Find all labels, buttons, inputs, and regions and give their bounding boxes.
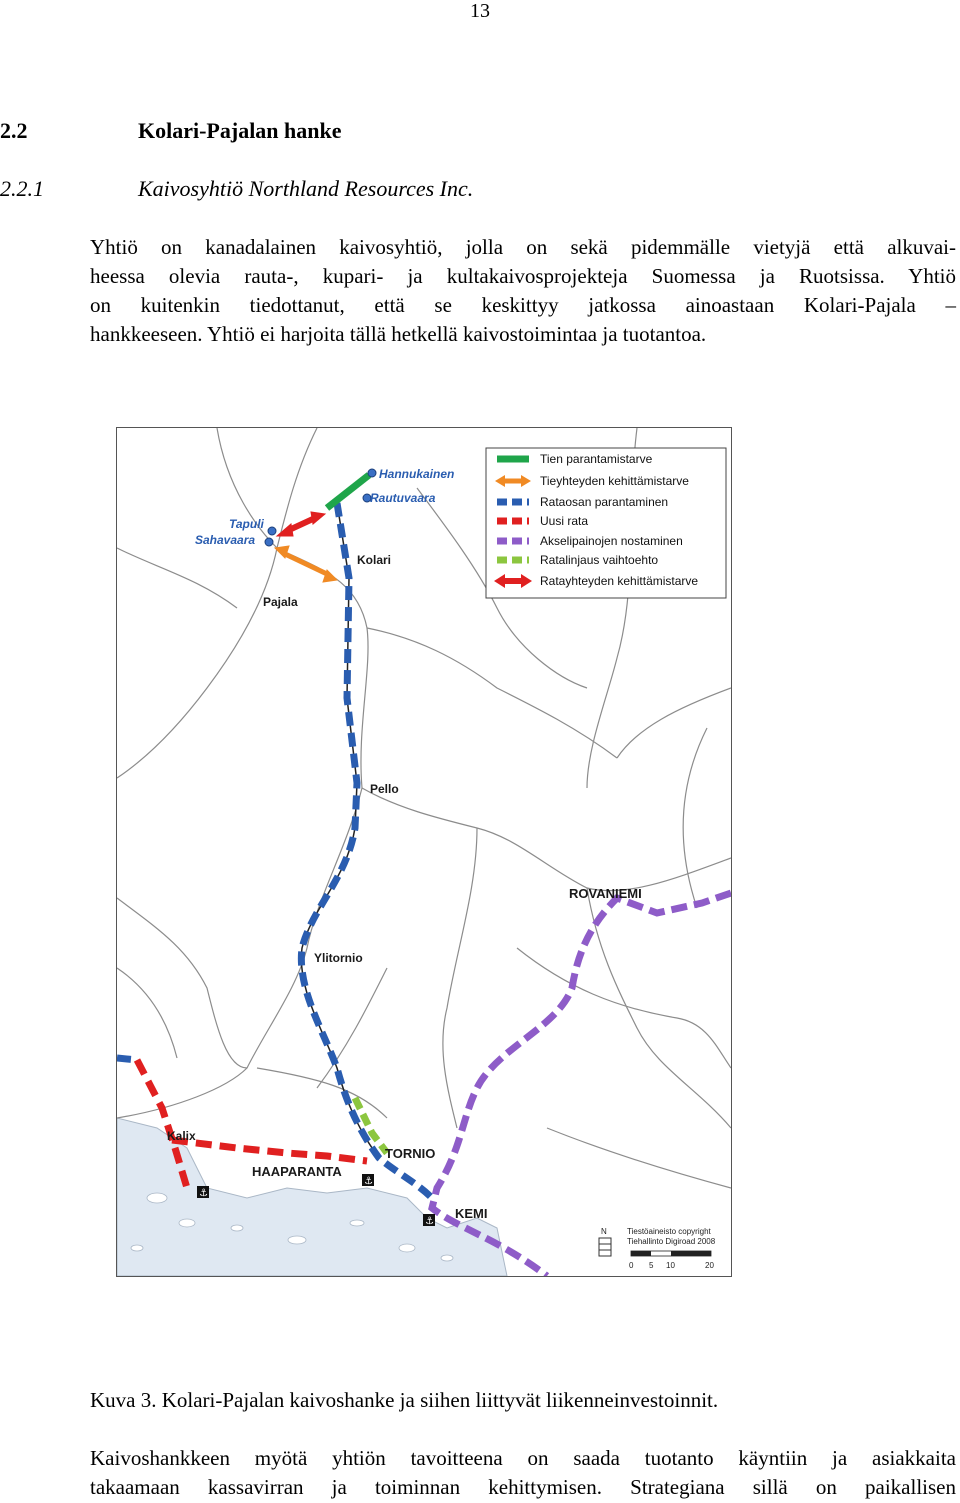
paragraph-line: Kaivoshankkeen myötä yhtiön tavoitteena on saada tuotanto käyntiin ja asiakkaita bbox=[90, 1446, 956, 1470]
scale-bar bbox=[629, 1251, 714, 1270]
route-road-improvement bbox=[327, 475, 369, 508]
page-number: 13 bbox=[470, 0, 490, 22]
label-rovaniemi: ROVANIEMI bbox=[569, 886, 642, 901]
section-title: Kolari-Pajalan hanke bbox=[138, 118, 342, 143]
legend-label: Tien parantamistarve bbox=[540, 452, 653, 466]
paragraph-intro bbox=[90, 233, 956, 349]
svg-text:⚓: ⚓ bbox=[199, 1188, 208, 1199]
route-rail-connection bbox=[277, 512, 325, 536]
paragraph-line: on kuitenkin tiedottanut, että se keskittyy jatkossa ainoastaan Kolari-Pajala – bbox=[90, 293, 956, 317]
label-pajala: Pajala bbox=[263, 595, 298, 609]
scale-label: 0 bbox=[629, 1261, 634, 1270]
svg-text:⚓: ⚓ bbox=[425, 1216, 434, 1227]
paragraph-line: hankkeeseen. Yhtiö ei harjoita tällä hetkellä kaivostoimintaa ja tuotantoa. bbox=[90, 322, 707, 346]
legend-label: Ratalinjaus vaihtoehto bbox=[540, 553, 659, 567]
legend-label: Uusi rata bbox=[540, 514, 589, 528]
railway-base bbox=[301, 503, 379, 1158]
north-arrow bbox=[599, 1227, 611, 1256]
paragraph-line: Yhtiö on kanadalainen kaivosyhtiö, jolla on sekä pidemmälle vietyjä että alkuvai- bbox=[90, 235, 956, 259]
label-haaparanta: HAAPARANTA bbox=[252, 1164, 342, 1179]
scale-label: 10 bbox=[666, 1261, 675, 1270]
legend-label: Ratayhteyden kehittämistarve bbox=[540, 574, 699, 588]
section-number: 2.2 bbox=[0, 118, 28, 143]
figure-caption: Kuva 3. Kolari-Pajalan kaivoshanke ja siihen liittyvät liikenneinvestoinnit. bbox=[90, 1388, 719, 1412]
svg-text:⚓: ⚓ bbox=[364, 1176, 373, 1187]
paragraph-line: takaamaan kassavirran ja toiminnan kehittymisen. Strategiana sillä on paikallisen bbox=[90, 1475, 956, 1499]
label-kemi: KEMI bbox=[455, 1206, 488, 1221]
legend-label: Rataosan parantaminen bbox=[540, 495, 669, 509]
subsection-title: Kaivosyhtiö Northland Resources Inc. bbox=[138, 176, 474, 201]
label-tornio: TORNIO bbox=[385, 1146, 436, 1161]
legend-label: Akselipainojen nostaminen bbox=[540, 534, 683, 548]
legend-label: Tieyhteyden kehittämistarve bbox=[540, 474, 689, 488]
label-sahavaara: Sahavaara bbox=[195, 533, 256, 547]
map-svg bbox=[117, 428, 731, 1276]
scale-label: 20 bbox=[705, 1261, 714, 1270]
paragraph-continuation bbox=[90, 1444, 956, 1502]
label-kolari: Kolari bbox=[357, 553, 392, 567]
label-ylitornio: Ylitornio bbox=[314, 951, 363, 965]
label-kalix: Kalix bbox=[167, 1129, 196, 1143]
label-pello: Pello bbox=[370, 782, 399, 796]
route-rail-upgrade-ext bbox=[117, 1058, 137, 1060]
paragraph-line: heessa olevia rauta-, kupari- ja kultakaivosprojekteja Suomessa ja Ruotsissa. Yhtiö bbox=[90, 264, 956, 288]
scale-label: 5 bbox=[649, 1261, 654, 1270]
route-rail-upgrade bbox=[301, 503, 432, 1198]
subsection-number: 2.2.1 bbox=[0, 176, 44, 201]
route-road-connection bbox=[275, 546, 337, 582]
route-new-rail-haaparanta bbox=[172, 1140, 367, 1161]
project-map bbox=[116, 427, 732, 1277]
label-tapuli: Tapuli bbox=[229, 517, 264, 531]
copyright-line: Tiestöaineisto copyright bbox=[627, 1227, 711, 1236]
route-alt-alignment bbox=[355, 1098, 387, 1153]
north-label: N bbox=[601, 1227, 607, 1236]
label-rautuvaara: Rautuvaara bbox=[370, 491, 436, 505]
copyright-note bbox=[627, 1227, 716, 1246]
label-hannukainen: Hannukainen bbox=[379, 467, 455, 481]
map-legend bbox=[486, 448, 726, 598]
copyright-line: Tiehallinto Digiroad 2008 bbox=[627, 1237, 716, 1246]
